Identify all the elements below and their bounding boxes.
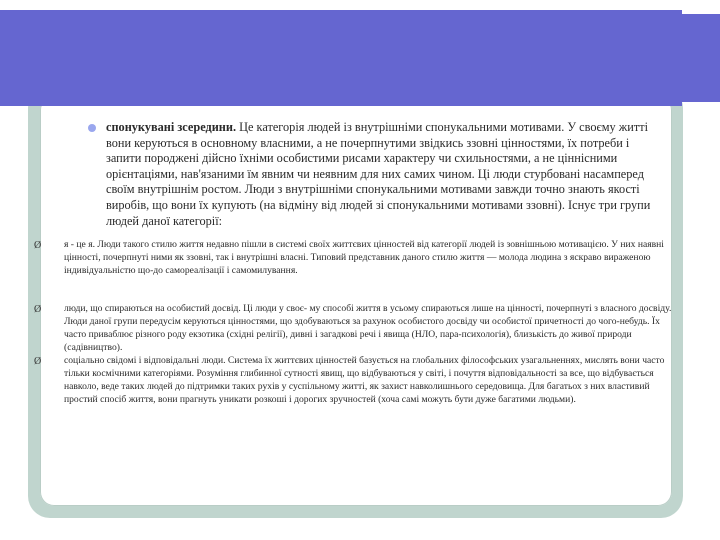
list-item: я - це я. Люди такого стилю життя недавно пішли в системі своїх життєвих цінностей від категорії людей із зовнішньою мотивацією. У них наявні цінності, почерпнуті ними як ззовні, так і внутрішні власні. Типовий представник даного стилю життя — молода людина з яскраво вираженою індивідуальністю що-до самореалізації і самомилування. xyxy=(64,239,664,276)
arrow-bullet-icon: Ø xyxy=(34,240,42,251)
main-paragraph xyxy=(106,120,662,229)
list-item: люди, що спираються на особистий досвід. Ці люди у своє- му способі життя в усьому спираються лише на цінності, почерпнуті з власного досвіду. Люди даної групи передусім керуються цінностями, що здобуваються за рахунок особистого досвіду чи особистої причетності до чого-небудь. Їх часто приваблює різного роду екзотика (східні релігії), дивні і загадкові речі і явища (НЛО, пара-психологія), близькість до живої природи (садівництво). xyxy=(64,303,672,353)
main-paragraph-text: Це категорія людей із внутрішніми спонукальними мотивами. У своєму житті вони керуються в основному власними, а не почерпнутими звідкись ззовні цінностями, їх потреби і запити породжені дійсно їхніми особистими рисами характеру чи схильностями, а не ціннісними орієнтаціями, нав'язаними їм явним чи неявним для них самих чином. Ці люди стурбовані насамперед своїм внутрішнім ростом. Люди з внутрішніми спонукальними мотивами завжди точно знають якості виробів, що вони їх купують (на відміну від людей зі спонукальними мотивами ззовні). Існує три групи людей даної категорії: xyxy=(106,120,651,228)
arrow-bullet-icon: Ø xyxy=(34,356,42,367)
header-band xyxy=(0,10,682,106)
arrow-bullet-icon: Ø xyxy=(34,304,42,315)
filled-circle-bullet-icon xyxy=(88,124,96,132)
main-paragraph-lead: спонукувані зсередини. xyxy=(106,120,237,134)
list-item: соціально свідомі і відповідальні люди. Система їх життєвих цінностей базується на глобальних філософських узагальненнях, мислять вони часто тільки космічними категоріями. Розуміння глибинної сутності явищ, що відбуваються у світі, і почуття відповідальності за все, що відбувається навколо, веде таких людей до підтримки таких рухів у суспільному житті, як захист навколишнього середовища. Для багатьох з них властивий простий спосіб життя, вони прагнуть уникати розкоші і дорогих зручностей (хоча самі можуть бути дуже багатими людьми). xyxy=(64,355,665,405)
header-tab xyxy=(682,14,720,102)
